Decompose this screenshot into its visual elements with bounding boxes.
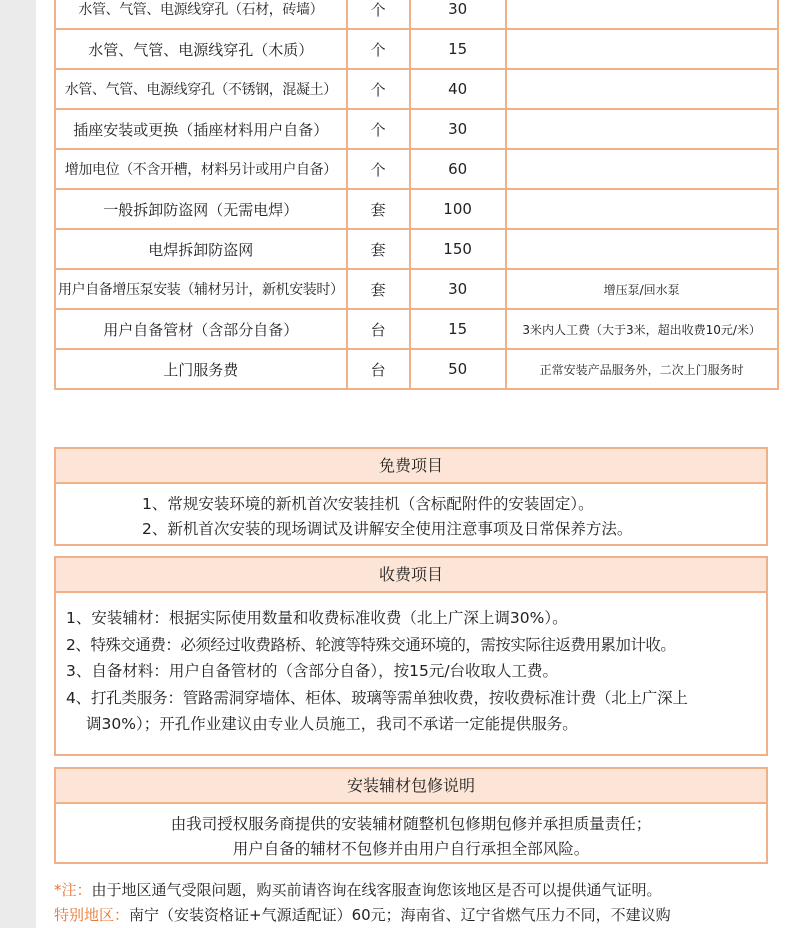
warranty-line: 由我司授权服务商提供的安装辅材随整机包修期包修并承担质量责任； — [170, 815, 652, 833]
price-table-row — [55, 349, 778, 389]
price-value-cell: 30 — [410, 0, 506, 29]
price-unit-cell: 个 — [347, 109, 410, 149]
free-items-title: 免费项目 — [56, 449, 766, 484]
fee-item-line: 1、安装辅材：根据实际使用数量和收费标准收费（北上广深上调30%）。 — [66, 609, 568, 627]
note-text: 由于地区通气受限问题，购买前请咨询在线客服查询您该地区是否可以提供通气证明。 — [91, 881, 662, 899]
price-table-body — [55, 0, 778, 389]
note-line — [54, 878, 671, 903]
price-unit-cell: 套 — [347, 229, 410, 269]
fee-item-line: 3、自备材料：用户自备管材的（含部分自备），按15元/台收取人工费。 — [66, 662, 559, 680]
price-table-row — [55, 269, 778, 309]
price-unit-cell: 个 — [347, 69, 410, 109]
region-text: 南宁（安装资格证+气源适配证）60元；海南省、辽宁省燃气压力不同，不建议购 — [129, 906, 671, 924]
price-note-cell — [506, 229, 778, 269]
price-item-cell: 用户自备增压泵安装（辅材另计，新机安装时） — [55, 269, 347, 309]
fee-item-line: 调30%）；开孔作业建议由专业人员施工，我司不承诺一定能提供服务。 — [86, 715, 578, 733]
left-margin-bar — [0, 0, 36, 928]
price-note-cell: 3米内人工费（大于3米，超出收费10元/米） — [506, 309, 778, 349]
price-table-row — [55, 109, 778, 149]
fee-items-title: 收费项目 — [56, 558, 766, 593]
price-item-cell: 用户自备管材（含部分自备） — [55, 309, 347, 349]
price-table-row — [55, 29, 778, 69]
free-items-body — [56, 484, 766, 542]
price-value-cell: 150 — [410, 229, 506, 269]
fee-items-body — [56, 593, 766, 738]
price-note-cell: 增压泵/回水泵 — [506, 269, 778, 309]
price-unit-cell: 个 — [347, 0, 410, 29]
price-value-cell: 40 — [410, 69, 506, 109]
price-unit-cell: 台 — [347, 349, 410, 389]
price-table-row — [55, 149, 778, 189]
region-line — [54, 903, 671, 928]
price-value-cell: 30 — [410, 109, 506, 149]
page — [36, 0, 790, 928]
notes — [54, 878, 671, 928]
price-item-cell: 上门服务费 — [55, 349, 347, 389]
price-item-cell: 电焊拆卸防盗网 — [55, 229, 347, 269]
price-table-row — [55, 69, 778, 109]
price-item-cell: 一般拆卸防盗网（无需电焊） — [55, 189, 347, 229]
price-unit-cell: 个 — [347, 29, 410, 69]
warranty-title: 安装辅材包修说明 — [56, 769, 766, 804]
price-value-cell: 100 — [410, 189, 506, 229]
price-note-cell — [506, 29, 778, 69]
note-label: *注： — [54, 881, 92, 899]
price-value-cell: 60 — [410, 149, 506, 189]
price-note-cell — [506, 189, 778, 229]
price-unit-cell: 个 — [347, 149, 410, 189]
price-value-cell: 15 — [410, 309, 506, 349]
price-note-cell: 正常安装产品服务外，二次上门服务时 — [506, 349, 778, 389]
price-note-cell — [506, 149, 778, 189]
price-value-cell: 15 — [410, 29, 506, 69]
price-note-cell — [506, 0, 778, 29]
price-table — [54, 0, 779, 390]
price-value-cell: 50 — [410, 349, 506, 389]
price-item-cell: 水管、气管、电源线穿孔（木质） — [55, 29, 347, 69]
warranty-line: 用户自备的辅材不包修并由用户自行承担全部风险。 — [232, 840, 590, 858]
price-table-row — [55, 189, 778, 229]
free-items-section — [54, 447, 768, 546]
price-value-cell: 30 — [410, 269, 506, 309]
region-label: 特别地区： — [54, 906, 130, 924]
price-item-cell: 增加电位（不含开槽，材料另计或用户自备） — [55, 149, 347, 189]
fee-item-line: 2、特殊交通费：必须经过收费路桥、轮渡等特殊交通环境的，需按实际往返费用累加计收。 — [66, 635, 676, 654]
price-note-cell — [506, 69, 778, 109]
price-item-cell: 水管、气管、电源线穿孔（不锈钢，混凝土） — [55, 69, 347, 109]
fee-item-line: 4、打孔类服务：管路需洞穿墙体、柜体、玻璃等需单独收费，按收费标准计费（北上广深上 — [66, 688, 688, 707]
fee-items-section — [54, 556, 768, 756]
warranty-section — [54, 767, 768, 864]
price-table-row — [55, 229, 778, 269]
free-item-line: 2、新机首次安装的现场调试及讲解安全使用注意事项及日常保养方法。 — [142, 520, 633, 538]
price-table-row — [55, 309, 778, 349]
price-table-row — [55, 0, 778, 29]
price-note-cell — [506, 109, 778, 149]
price-unit-cell: 套 — [347, 189, 410, 229]
price-item-cell: 插座安装或更换（插座材料用户自备） — [55, 109, 347, 149]
price-unit-cell: 台 — [347, 309, 410, 349]
free-item-line: 1、常规安装环境的新机首次安装挂机（含标配附件的安装固定）。 — [142, 495, 594, 513]
warranty-body — [56, 804, 766, 862]
price-item-cell: 水管、气管、电源线穿孔（石材，砖墙） — [55, 0, 347, 29]
price-unit-cell: 套 — [347, 269, 410, 309]
